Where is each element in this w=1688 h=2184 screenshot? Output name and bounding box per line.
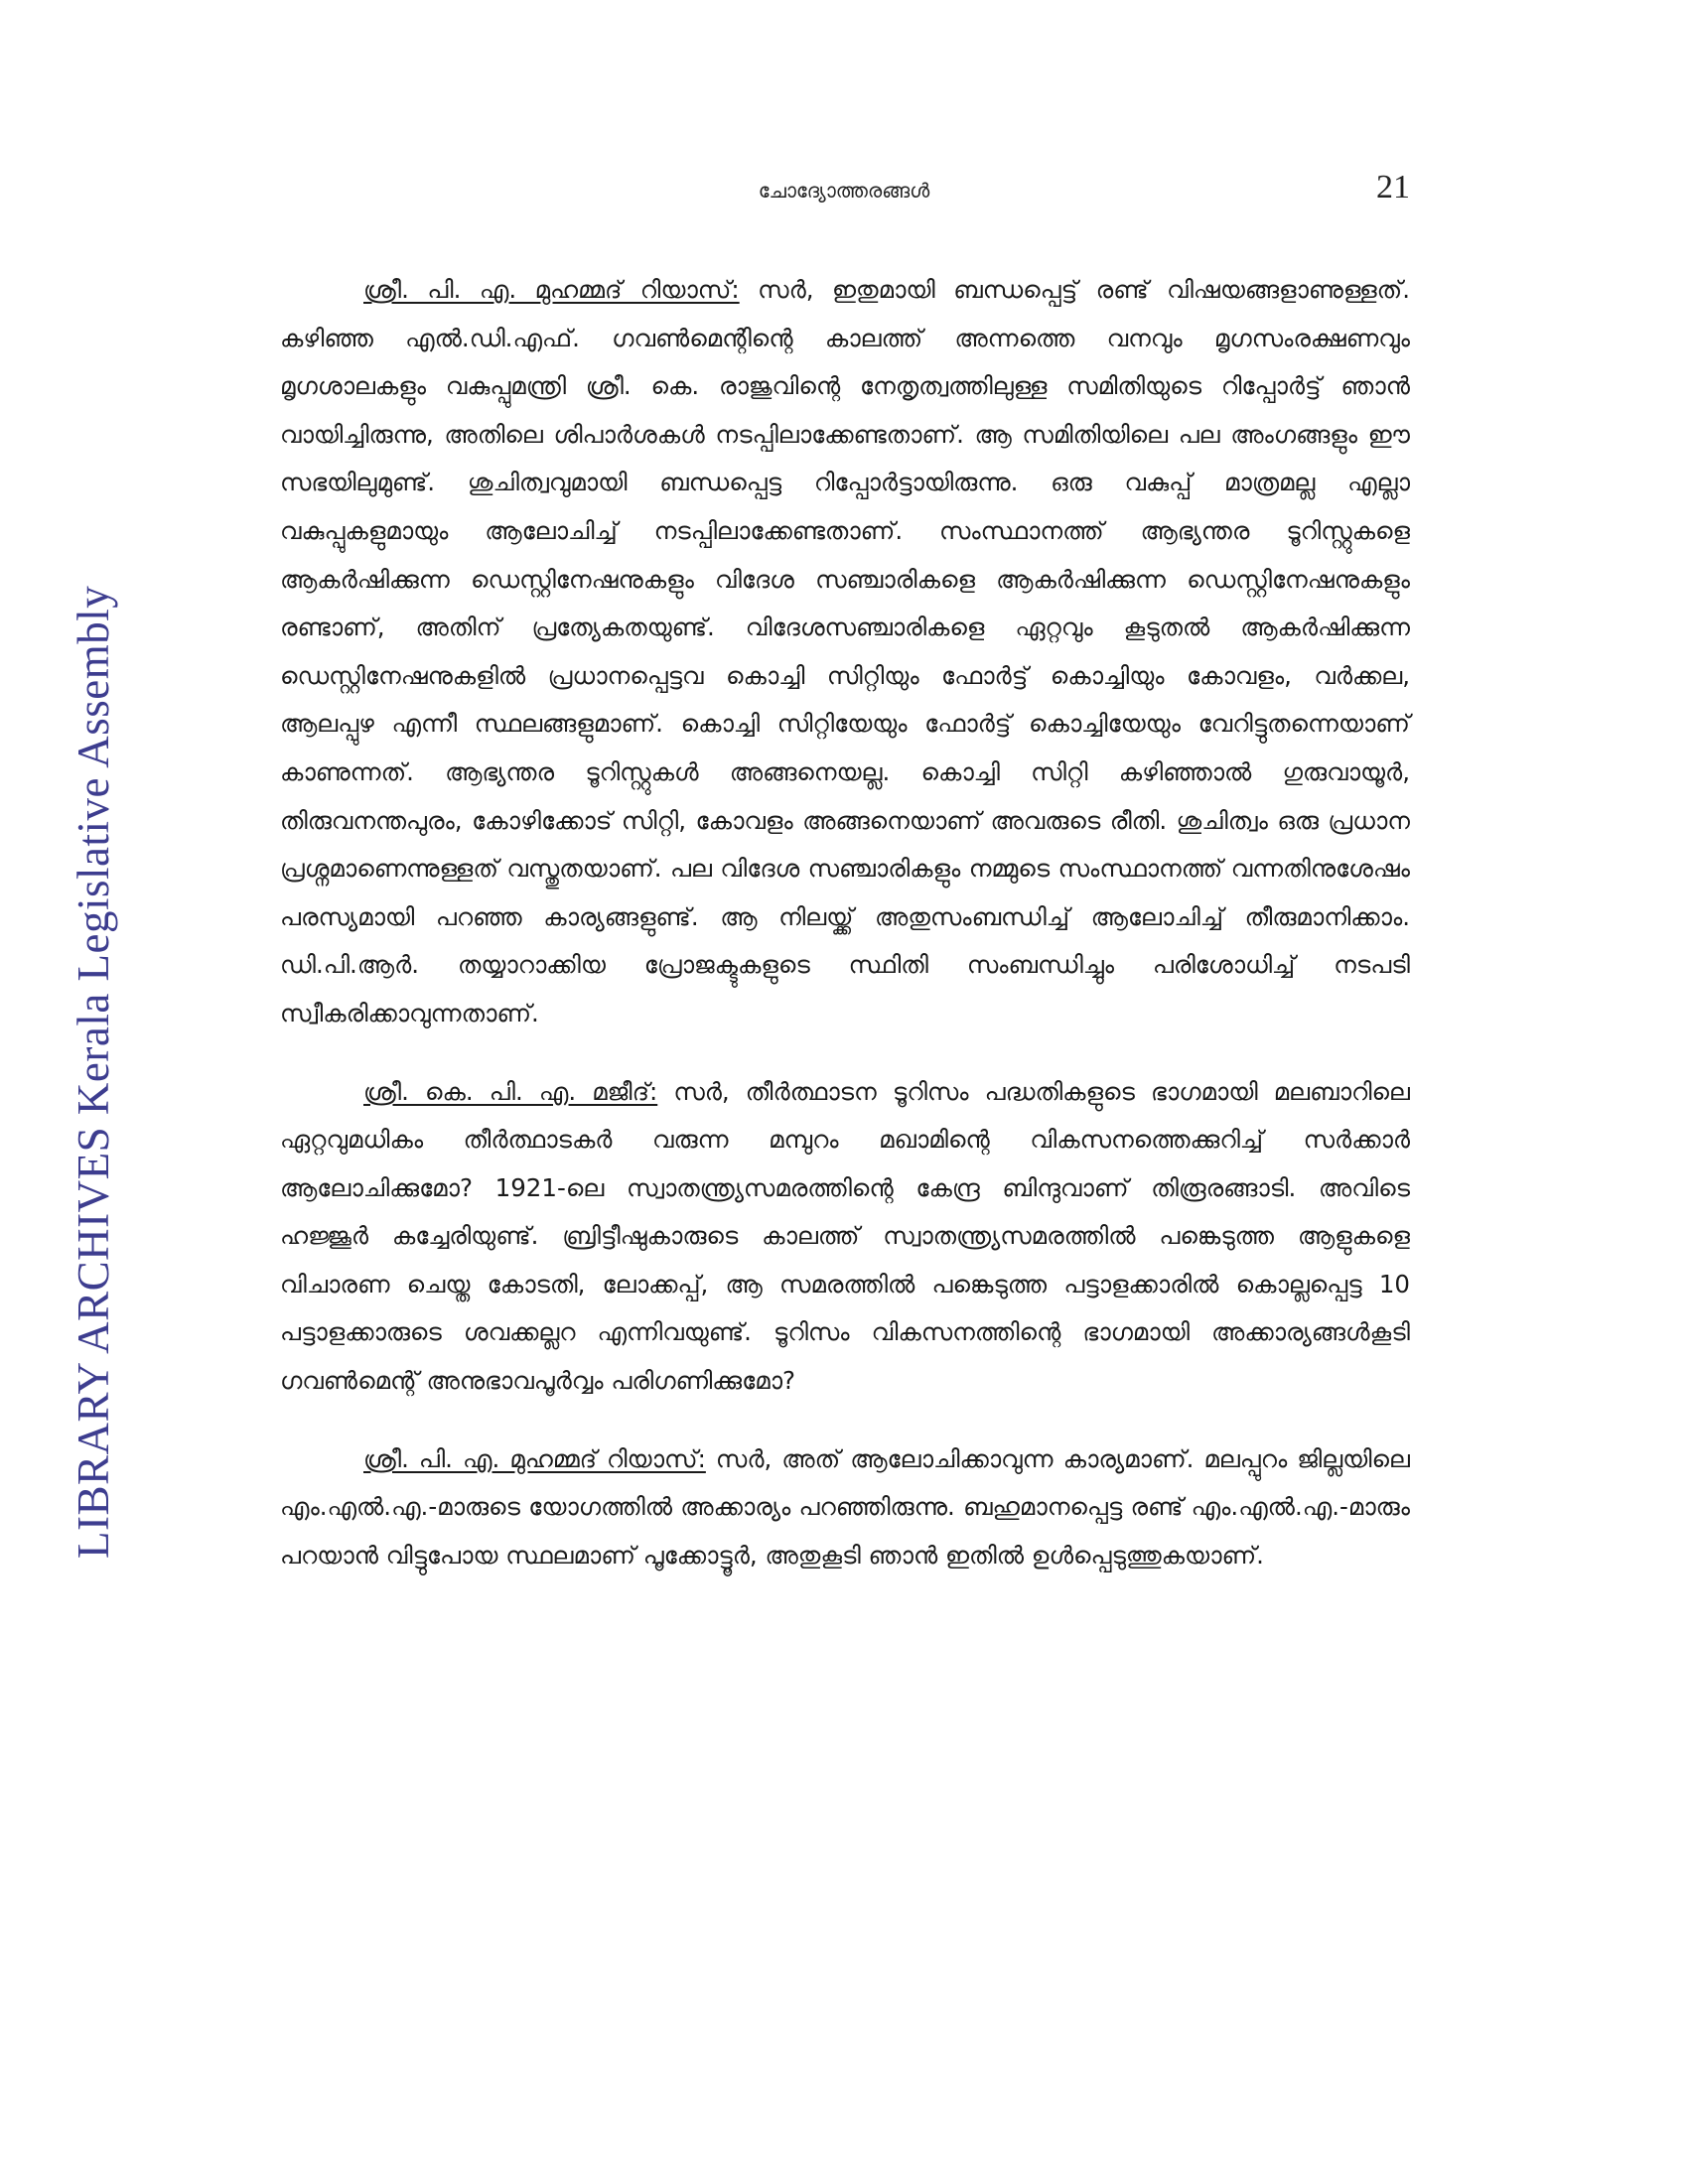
speech-text: സർ, അത് ആലോചിക്കാവുന്ന കാര്യമാണ്. മലപ്പുറം ജില്ലയിലെ എം.എൽ.എ.-മാരുടെ യോഗത്തിൽ അക്കാര്യം പറഞ്ഞിരുന്നു. ബഹുമാനപ്പെട്ട രണ്ട് എം.എൽ.എ.-മാരും പറയാൻ വിട്ടുപോയ സ്ഥലമാണ് പൂക്കോട്ടൂർ, അതുകൂടി ഞാൻ ഇതിൽ ഉൾപ്പെടുത്തുകയാണ്. — [280, 1443, 1410, 1570]
archive-watermark: LIBRARY ARCHIVES Kerala Legislative Assembly — [69, 585, 118, 1559]
page-number: 21 — [1376, 169, 1410, 205]
body-text — [280, 266, 1410, 1609]
paragraph-riyas-2 — [280, 1435, 1410, 1580]
speech-text: സർ, ഇതുമായി ബന്ധപ്പെട്ട് രണ്ട് വിഷയങ്ങളാണുള്ളത്. കഴിഞ്ഞ എൽ.ഡി.എഫ്. ഗവൺമെന്റിന്റെ കാലത്ത് അന്നത്തെ വനവും മൃഗസംരക്ഷണവും മൃഗശാലകളും വകുപ്പുമന്ത്രി ശ്രീ. കെ. രാജുവിന്റെ നേതൃത്വത്തിലുള്ള സമിതിയുടെ റിപ്പോർട്ട് ഞാൻ വായിച്ചിരുന്നു, അതിലെ ശിപാർശകൾ നടപ്പിലാക്കേണ്ടതാണ്. ആ സമിതിയിലെ പല അംഗങ്ങളും ഈ സഭയിലുമുണ്ട്. ശുചിത്വവുമായി ബന്ധപ്പെട്ട റിപ്പോർട്ടായിരുന്നു. ഒരു വകുപ്പ് മാത്രമല്ല എല്ലാ വകുപ്പുകളുമായും ആലോചിച്ച് നടപ്പിലാക്കേണ്ടതാണ്. സംസ്ഥാനത്ത് ആഭ്യന്തര ടൂറിസ്റ്റുകളെ ആകർഷിക്കുന്ന ഡെസ്റ്റിനേഷനുകളും വിദേശ സഞ്ചാരികളെ ആകർഷിക്കുന്ന ഡെസ്റ്റിനേഷനുകളും രണ്ടാണ്, അതിന് പ്രത്യേകതയുണ്ട്. വിദേശസഞ്ചാരികളെ ഏറ്റവും കൂടുതൽ ആകർഷിക്കുന്ന ഡെസ്റ്റിനേഷനുകളിൽ പ്രധാനപ്പെട്ടവ കൊച്ചി സിറ്റിയും ഫോർട്ട് കൊച്ചിയും കോവളം, വർക്കല, ആലപ്പുഴ എന്നീ സ്ഥലങ്ങളുമാണ്. കൊച്ചി സിറ്റിയേയും ഫോർട്ട് കൊച്ചിയേയും വേറിട്ടുതന്നെയാണ് കാണുന്നത്. ആഭ്യന്തര ടൂറിസ്റ്റുകൾ അങ്ങനെയല്ല. കൊച്ചി സിറ്റി കഴിഞ്ഞാൽ ഗുരുവായൂർ, തിരുവനന്തപുരം, കോഴിക്കോട് സിറ്റി, കോവളം അങ്ങനെയാണ് അവരുടെ രീതി. ശുചിത്വം ഒരു പ്രധാന പ്രശ്നമാണെന്നുള്ളത് വസ്തുതയാണ്. പല വിദേശ സഞ്ചാരികളും നമ്മുടെ സംസ്ഥാനത്ത് വന്നതിനുശേഷം പരസ്യമായി പറഞ്ഞ കാര്യങ്ങളുണ്ട്. ആ നിലയ്ക്ക് അതുസംബന്ധിച്ച് ആലോചിച്ച് തീരുമാനിക്കാം. ഡി.പി.ആർ. തയ്യാറാക്കിയ പ്രോജക്ടുകളുടെ സ്ഥിതി സംബന്ധിച്ചും പരിശോധിച്ച് നടപടി സ്വീകരിക്കാവുന്നതാണ്. — [280, 275, 1411, 1027]
paragraph-majeed — [280, 1068, 1410, 1406]
speech-text: സർ, തീർത്ഥാടന ടൂറിസം പദ്ധതികളുടെ ഭാഗമായി മലബാറിലെ ഏറ്റവുമധികം തീർത്ഥാടകർ വരുന്ന മമ്പുറം മഖാമിന്റെ വികസനത്തെക്കുറിച്ച് സർക്കാർ ആലോചിക്കുമോ? 1921-ലെ സ്വാതന്ത്ര്യസമരത്തിന്റെ കേന്ദ്ര ബിന്ദുവാണ് തിരൂരങ്ങാടി. അവിടെ ഹജ്ജൂർ കച്ചേരിയുണ്ട്. ബ്രിട്ടീഷുകാരുടെ കാലത്ത് സ്വാതന്ത്ര്യസമരത്തിൽ പങ്കെടുത്ത ആളുകളെ വിചാരണ ചെയ്ത കോടതി, ലോക്കപ്പ്, ആ സമരത്തിൽ പങ്കെടുത്ത പട്ടാളക്കാരിൽ കൊല്ലപ്പെട്ട 10 പട്ടാളക്കാരുടെ ശവക്കല്ലറ എന്നിവയുണ്ട്. ടൂറിസം വികസനത്തിന്റെ ഭാഗമായി അക്കാര്യങ്ങൾകൂടി ഗവൺമെന്റ് അനുഭാവപൂർവ്വം പരിഗണിക്കുമോ? — [280, 1076, 1410, 1396]
paragraph-riyas-1 — [280, 266, 1410, 1038]
speaker-name: ശ്രീ. കെ. പി. എ. മജീദ്: — [363, 1076, 658, 1106]
running-title: ചോദ്യോത്തരങ്ങൾ — [758, 179, 930, 203]
running-header — [278, 169, 1410, 218]
speaker-name: ശ്രീ. പി. എ. മുഹമ്മദ് റിയാസ്: — [363, 1443, 706, 1473]
speaker-name: ശ്രീ. പി. എ. മുഹമ്മദ് റിയാസ്: — [363, 275, 740, 304]
